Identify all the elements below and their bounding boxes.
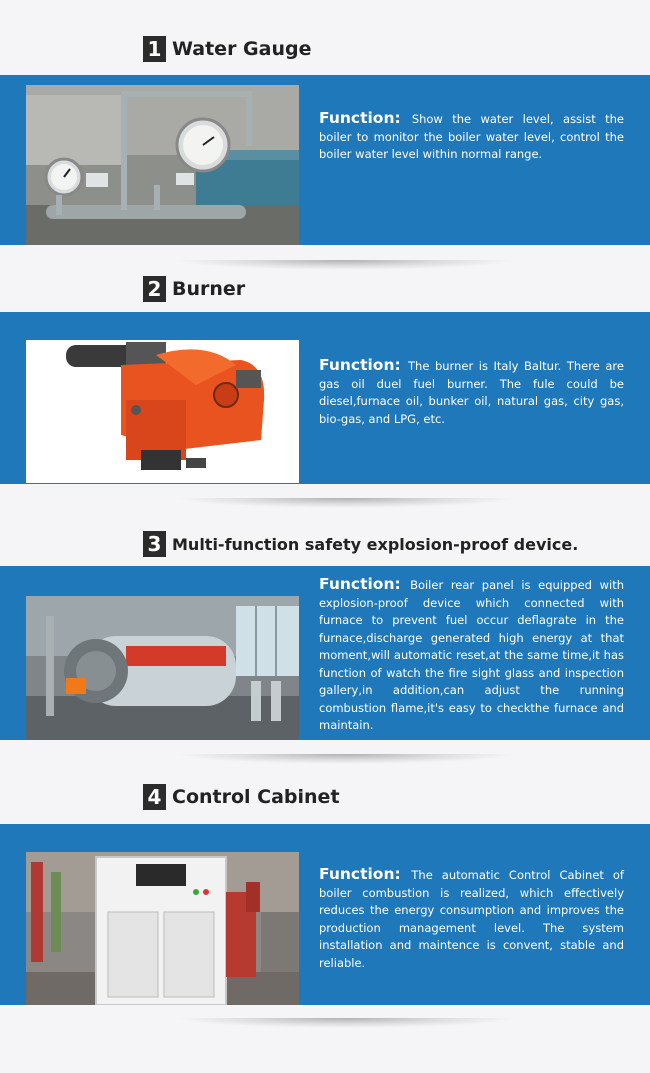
section-number-badge: 3: [143, 531, 166, 557]
section-title: Burner: [172, 278, 246, 300]
section-4-heading: [143, 783, 340, 811]
section-1-heading: [143, 35, 312, 63]
function-text: The burner is Italy Baltur. There are gas oil duel fuel burner. The fule could be diesel,furnace oil, bunker oil, natural gas, city gas, bio-gas, and LPG, etc.: [319, 359, 624, 426]
explosion-proof-device-photo: [26, 596, 299, 740]
section-title: Control Cabinet: [172, 786, 340, 808]
water-gauge-photo: [26, 85, 299, 245]
section-2-description: [319, 357, 624, 428]
section-4-description: [319, 866, 624, 972]
section-1-description: [319, 110, 624, 164]
function-label: Function:: [319, 109, 412, 127]
function-label: Function:: [319, 356, 408, 374]
divider-shadow: [175, 498, 515, 508]
function-label: Function:: [319, 575, 411, 593]
section-number-badge: 2: [143, 276, 166, 302]
divider-shadow: [175, 754, 515, 764]
divider-shadow: [175, 1018, 515, 1028]
divider-shadow: [175, 260, 515, 270]
function-text: The automatic Control Cabinet of boiler combustion is realized, which effectively reduces the energy consumption and improves the production management level. The system installation and maintence is convent, stable and reliable.: [319, 868, 624, 970]
section-number-badge: 1: [143, 36, 166, 62]
section-number-badge: 4: [143, 784, 166, 810]
section-title: Water Gauge: [172, 38, 312, 60]
section-title: Multi-function safety explosion-proof device.: [172, 534, 579, 554]
section-3-description: [319, 576, 624, 735]
function-text: Show the water level, assist the boiler to monitor the boiler water level, control the boiler water level within normal range.: [319, 112, 625, 161]
control-cabinet-photo: [26, 852, 299, 1005]
section-2-heading: [143, 275, 245, 303]
function-text: Boiler rear panel is equipped with explosion-proof device which connected with furnace to prevent fuel occur deflagrate in the furnace,discharge generated high energy at that moment,will automatic reset,at the same time,it has function of watch the fire sight glass and inspection gallery,in addition,can adjust the running combustion flame,it's easy to checkthe furnace and maintain.: [319, 578, 625, 732]
section-3-heading: [143, 530, 578, 558]
burner-photo: [26, 340, 299, 483]
function-label: Function:: [319, 865, 412, 883]
